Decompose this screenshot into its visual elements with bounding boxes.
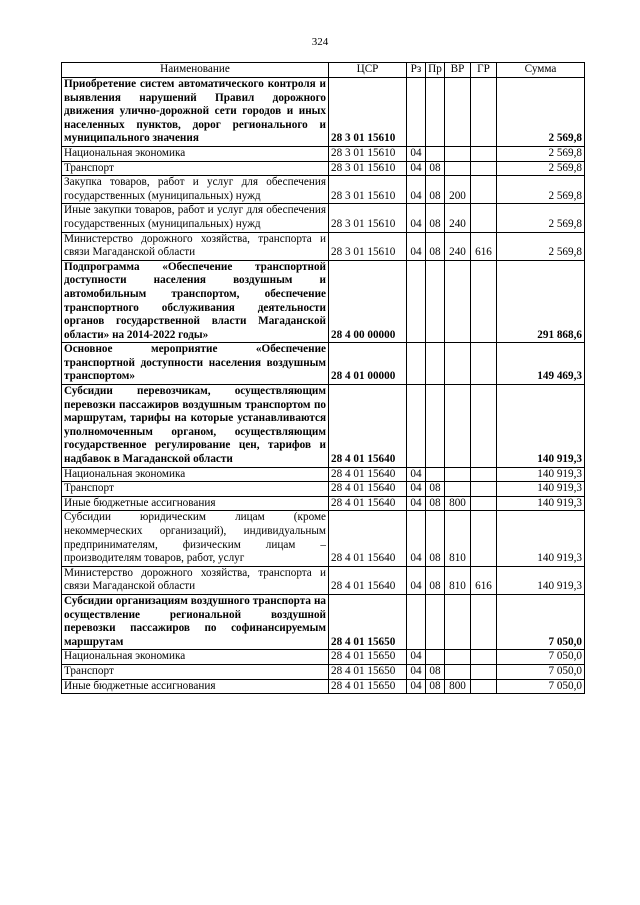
row-rz-cell: 04 <box>407 232 426 260</box>
table-row <box>62 204 585 232</box>
row-vr-cell: 810 <box>445 511 471 566</box>
row-csr-cell: 28 4 01 15640 <box>329 566 407 594</box>
row-rz-cell: 04 <box>407 511 426 566</box>
row-name-cell: Закупка товаров, работ и услуг для обеспечения государственных (муниципальных) нужд <box>62 176 329 204</box>
row-csr-cell: 28 3 01 15610 <box>329 161 407 176</box>
row-rz-cell: 04 <box>407 496 426 511</box>
table-row <box>62 260 585 343</box>
row-pr-cell <box>426 467 445 482</box>
row-csr-cell: 28 4 01 15650 <box>329 594 407 649</box>
row-gr-cell <box>471 650 497 665</box>
table-row <box>62 679 585 694</box>
row-vr-cell <box>445 146 471 161</box>
row-pr-cell <box>426 78 445 147</box>
row-name-cell: Субсидии организациям воздушного транспорта на осуществление региональной воздушной перевозки пассажиров по софинансируемым маршрутам <box>62 594 329 649</box>
row-csr-cell: 28 4 01 15640 <box>329 385 407 468</box>
row-vr-cell <box>445 467 471 482</box>
row-vr-cell <box>445 594 471 649</box>
row-vr-cell <box>445 664 471 679</box>
row-sum-cell: 7 050,0 <box>497 650 585 665</box>
row-gr-cell <box>471 343 497 385</box>
row-rz-cell: 04 <box>407 467 426 482</box>
row-csr-cell: 28 3 01 15610 <box>329 232 407 260</box>
row-vr-cell: 240 <box>445 204 471 232</box>
row-vr-cell: 240 <box>445 232 471 260</box>
row-name-cell: Транспорт <box>62 482 329 497</box>
row-rz-cell <box>407 260 426 343</box>
table-row <box>62 594 585 649</box>
header-csr: ЦСР <box>329 63 407 78</box>
table-row <box>62 343 585 385</box>
row-sum-cell: 149 469,3 <box>497 343 585 385</box>
table-row <box>62 566 585 594</box>
row-pr-cell: 08 <box>426 482 445 497</box>
row-csr-cell: 28 3 01 15610 <box>329 176 407 204</box>
row-name-cell: Основное мероприятие «Обеспечение транспортной доступности населения воздушным транспортом» <box>62 343 329 385</box>
row-sum-cell: 140 919,3 <box>497 482 585 497</box>
row-rz-cell: 04 <box>407 161 426 176</box>
row-sum-cell: 140 919,3 <box>497 566 585 594</box>
row-sum-cell: 2 569,8 <box>497 146 585 161</box>
row-rz-cell: 04 <box>407 679 426 694</box>
row-name-cell: Приобретение систем автоматического контроля и выявления нарушений Правил дорожного движения улично-дорожной сети городов и иных населенных пунктов, дорог регионального и муниципального значения <box>62 78 329 147</box>
row-pr-cell: 08 <box>426 664 445 679</box>
row-sum-cell: 2 569,8 <box>497 161 585 176</box>
row-gr-cell <box>471 176 497 204</box>
row-sum-cell: 140 919,3 <box>497 496 585 511</box>
row-gr-cell: 616 <box>471 232 497 260</box>
budget-table <box>61 62 585 694</box>
table-row <box>62 146 585 161</box>
row-gr-cell <box>471 78 497 147</box>
row-pr-cell <box>426 343 445 385</box>
row-sum-cell: 2 569,8 <box>497 232 585 260</box>
row-pr-cell: 08 <box>426 204 445 232</box>
row-sum-cell: 7 050,0 <box>497 594 585 649</box>
row-rz-cell: 04 <box>407 146 426 161</box>
row-gr-cell: 616 <box>471 566 497 594</box>
row-gr-cell <box>471 204 497 232</box>
row-rz-cell: 04 <box>407 664 426 679</box>
row-vr-cell <box>445 482 471 497</box>
page-number: 324 <box>311 36 329 48</box>
row-sum-cell: 291 868,6 <box>497 260 585 343</box>
row-name-cell: Иные закупки товаров, работ и услуг для обеспечения государственных (муниципальных) нужд <box>62 204 329 232</box>
header-gr: ГР <box>471 63 497 78</box>
row-sum-cell: 140 919,3 <box>497 467 585 482</box>
row-gr-cell <box>471 482 497 497</box>
row-csr-cell: 28 4 01 00000 <box>329 343 407 385</box>
row-csr-cell: 28 4 01 15650 <box>329 650 407 665</box>
table-row <box>62 467 585 482</box>
row-pr-cell: 08 <box>426 566 445 594</box>
row-rz-cell: 04 <box>407 204 426 232</box>
row-sum-cell: 7 050,0 <box>497 664 585 679</box>
row-gr-cell <box>471 161 497 176</box>
row-pr-cell <box>426 385 445 468</box>
row-name-cell: Национальная экономика <box>62 146 329 161</box>
row-vr-cell: 800 <box>445 496 471 511</box>
row-name-cell: Субсидии юридическим лицам (кроме некоммерческих организаций), индивидуальным предпринимателям, физическим лицам – производителям товаров, работ, услуг <box>62 511 329 566</box>
row-pr-cell <box>426 650 445 665</box>
row-pr-cell: 08 <box>426 496 445 511</box>
row-vr-cell: 800 <box>445 679 471 694</box>
row-sum-cell: 2 569,8 <box>497 78 585 147</box>
header-name: Наименование <box>62 63 329 78</box>
header-pr: Пр <box>426 63 445 78</box>
row-gr-cell <box>471 260 497 343</box>
table-row <box>62 482 585 497</box>
row-pr-cell: 08 <box>426 176 445 204</box>
table-row <box>62 385 585 468</box>
row-csr-cell: 28 4 01 15640 <box>329 467 407 482</box>
row-gr-cell <box>471 467 497 482</box>
row-pr-cell: 08 <box>426 679 445 694</box>
row-sum-cell: 140 919,3 <box>497 385 585 468</box>
row-gr-cell <box>471 511 497 566</box>
row-csr-cell: 28 4 01 15640 <box>329 482 407 497</box>
table-header-row <box>62 63 585 78</box>
row-pr-cell <box>426 594 445 649</box>
row-pr-cell <box>426 146 445 161</box>
header-rz: Рз <box>407 63 426 78</box>
row-csr-cell: 28 3 01 15610 <box>329 146 407 161</box>
row-csr-cell: 28 4 00 00000 <box>329 260 407 343</box>
row-csr-cell: 28 4 01 15650 <box>329 679 407 694</box>
header-sum: Сумма <box>497 63 585 78</box>
table-row <box>62 511 585 566</box>
row-gr-cell <box>471 679 497 694</box>
row-rz-cell <box>407 594 426 649</box>
row-vr-cell <box>445 343 471 385</box>
table-row <box>62 650 585 665</box>
row-sum-cell: 2 569,8 <box>497 176 585 204</box>
row-name-cell: Транспорт <box>62 161 329 176</box>
table-row <box>62 232 585 260</box>
row-rz-cell: 04 <box>407 176 426 204</box>
row-sum-cell: 140 919,3 <box>497 511 585 566</box>
row-vr-cell <box>445 78 471 147</box>
row-csr-cell: 28 4 01 15650 <box>329 664 407 679</box>
row-csr-cell: 28 3 01 15610 <box>329 78 407 147</box>
row-csr-cell: 28 3 01 15610 <box>329 204 407 232</box>
row-pr-cell: 08 <box>426 232 445 260</box>
row-name-cell: Субсидии перевозчикам, осуществляющим перевозки пассажиров воздушным транспортом по маршрутам, тарифы на которые устанавливаются уполномоченным органом, осуществляющим государственное регулирование цен, тарифов и надбавок в Магаданской области <box>62 385 329 468</box>
row-rz-cell <box>407 78 426 147</box>
row-sum-cell: 7 050,0 <box>497 679 585 694</box>
row-gr-cell <box>471 385 497 468</box>
row-gr-cell <box>471 146 497 161</box>
row-name-cell: Национальная экономика <box>62 467 329 482</box>
row-csr-cell: 28 4 01 15640 <box>329 496 407 511</box>
row-name-cell: Министерство дорожного хозяйства, транспорта и связи Магаданской области <box>62 566 329 594</box>
row-rz-cell: 04 <box>407 650 426 665</box>
table-row <box>62 176 585 204</box>
table-row <box>62 161 585 176</box>
row-csr-cell: 28 4 01 15640 <box>329 511 407 566</box>
row-vr-cell: 200 <box>445 176 471 204</box>
row-rz-cell <box>407 385 426 468</box>
row-pr-cell: 08 <box>426 511 445 566</box>
row-name-cell: Министерство дорожного хозяйства, транспорта и связи Магаданской области <box>62 232 329 260</box>
row-name-cell: Национальная экономика <box>62 650 329 665</box>
table-row <box>62 78 585 147</box>
row-name-cell: Иные бюджетные ассигнования <box>62 496 329 511</box>
row-gr-cell <box>471 496 497 511</box>
row-rz-cell: 04 <box>407 566 426 594</box>
row-name-cell: Транспорт <box>62 664 329 679</box>
row-pr-cell <box>426 260 445 343</box>
row-gr-cell <box>471 664 497 679</box>
row-pr-cell: 08 <box>426 161 445 176</box>
row-vr-cell <box>445 385 471 468</box>
table-row <box>62 496 585 511</box>
row-vr-cell <box>445 650 471 665</box>
row-sum-cell: 2 569,8 <box>497 204 585 232</box>
row-gr-cell <box>471 594 497 649</box>
row-vr-cell: 810 <box>445 566 471 594</box>
row-vr-cell <box>445 260 471 343</box>
row-rz-cell: 04 <box>407 482 426 497</box>
row-rz-cell <box>407 343 426 385</box>
header-vr: ВР <box>445 63 471 78</box>
row-name-cell: Подпрограмма «Обеспечение транспортной доступности населения воздушным и автомобильным транспортом, обеспечение транспортного обслуживания деятельности органов государственной власти Магаданской области» на 2014-2022 годы» <box>62 260 329 343</box>
row-vr-cell <box>445 161 471 176</box>
row-name-cell: Иные бюджетные ассигнования <box>62 679 329 694</box>
table-row <box>62 664 585 679</box>
